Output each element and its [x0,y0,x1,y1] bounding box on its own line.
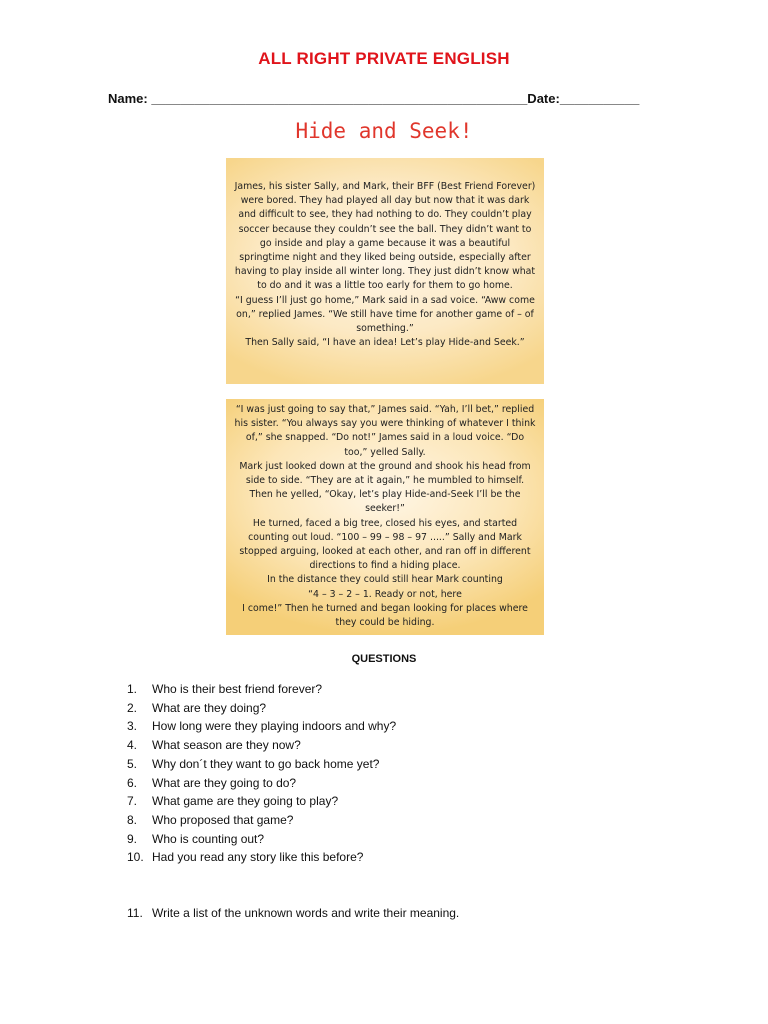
story-panel-2 [226,399,544,635]
question-text: How long were they playing indoors and why? [152,719,397,734]
question-text: Why don´t they want to go back home yet? [152,756,380,771]
story-paragraph: James, his sister Sally, and Mark, their BFF (Best Friend Forever) were bored. They had played all day but now that it was dark and difficult to see, they had nothing to do. They couldn’t play soccer because they couldn’t see the ball. They didn’t want to go inside and play a game because it was a beautiful springtime night and they liked being outside, especially after having to play inside all winter long. They just didn’t know what to do and it was a little too early for them to go home. [234,181,536,292]
question-item [127,792,396,811]
question-text: What game are they going to play? [152,794,339,809]
story-paragraph: I come!” Then he turned and began looking for places where they could be hiding. [242,602,528,629]
question-item [127,699,396,718]
question-number: 4. [127,738,138,753]
question-item [127,755,396,774]
question-text: Who is their best friend forever? [152,682,323,696]
story-panel-1 [226,158,544,384]
name-date-line: Name: ____________________________________________________Date:___________ [108,91,640,106]
story-paragraph: In the distance they could still hear Mark counting [267,574,503,586]
story-paragraph: Then Sally said, “I have an idea! Let’s play Hide-and Seek.” [245,337,525,349]
question-item [127,830,396,849]
story-paragraph: “I was just going to say that,” James said. “Yah, I’ll bet,” replied his sister. “You always say you were thinking of whatever I think of,” she snapped. “Do not!” James said in a loud voice. “Do too,” yelled Sally. [234,404,536,458]
question-text: What season are they now? [152,738,301,753]
story-paragraph: Mark just looked down at the ground and shook his head from side to side. “They are at it again,” he mumbled to himself. Then he yelled, “Okay, let’s play Hide-and-Seek I’ll be the seeker!” [239,460,531,515]
question-item [127,680,396,699]
question-number: 1. [127,682,138,696]
question-number: 3. [127,719,138,734]
question-number: 9. [127,831,138,846]
question-item [127,717,396,736]
question-item [127,774,396,793]
story-paragraph: “4 – 3 – 2 – 1. Ready or not, here [308,588,462,600]
questions-heading: QUESTIONS [351,653,417,665]
question-number: 5. [127,756,138,771]
story-title: Hide and Seek! [295,119,473,143]
questions-list [127,680,396,867]
question-text: Who proposed that game? [152,812,294,827]
question-number: 10. [127,850,144,865]
question-item [127,736,396,755]
question-text: Write a list of the unknown words and write their meaning. [152,906,460,920]
question-text: Who is counting out? [152,831,265,846]
question-item [127,848,396,867]
question-number: 6. [127,775,138,790]
question-number: 11. [127,906,143,920]
question-text: Had you read any story like this before? [152,850,364,865]
story-paragraph: He turned, faced a big tree, closed his eyes, and started counting out loud. “100 – 99 – 98 – 97 .....” Sally and Mark stopped arguing, looked at each other, and ran off in different directions to find a hiding place. [239,517,531,572]
question-item [127,811,396,830]
question-text: What are they doing? [152,700,267,715]
question-text: What are they going to do? [152,775,297,790]
question-number: 7. [127,794,138,809]
school-title: ALL RIGHT PRIVATE ENGLISH [258,49,510,68]
question-number: 8. [127,812,138,827]
question-item-extra [127,906,459,920]
story-paragraph: “I guess I’ll just go home,” Mark said in a sad voice. “Aww come on,” replied James. “We still have time for another game of – of something.” [235,294,535,335]
question-number: 2. [127,700,138,715]
